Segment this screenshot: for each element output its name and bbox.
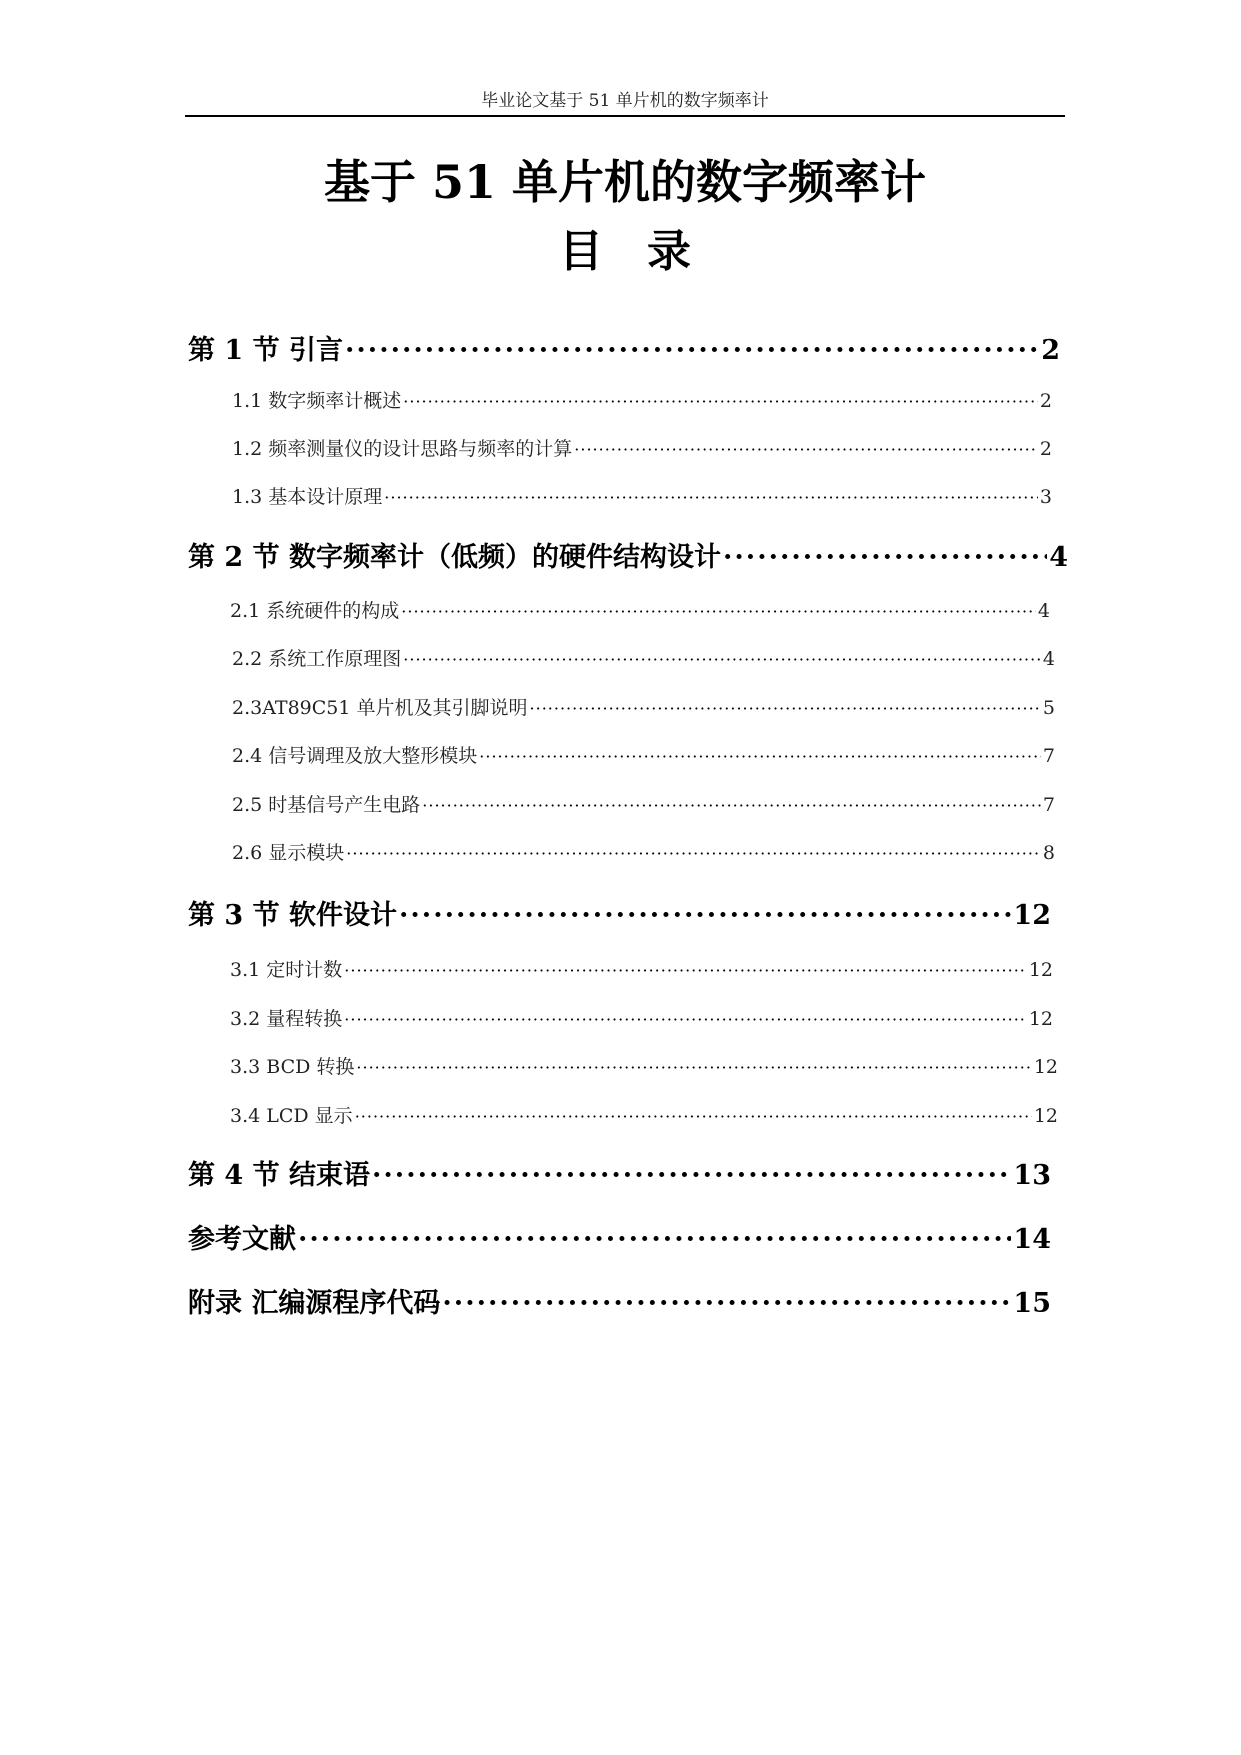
dot-leader: [422, 796, 1041, 815]
toc-entry-label: 第 1 节 引言: [188, 335, 343, 366]
dot-leader: [384, 488, 1038, 507]
toc-entry-label: 2.6 显示模块: [232, 842, 345, 864]
toc-entry-label: 2.2 系统工作原理图: [232, 648, 402, 670]
toc-entry-page: 5: [1042, 697, 1055, 719]
toc-entry-page: 12: [1033, 1105, 1058, 1127]
toc-entry-page: 14: [1013, 1224, 1051, 1255]
toc-entry-page: 4: [1049, 542, 1068, 573]
toc-entry-label: 参考文献: [188, 1224, 296, 1255]
toc-entry-3-3[interactable]: [230, 1052, 1058, 1079]
toc-entry-chapter-1[interactable]: [188, 328, 1060, 367]
toc-entry-2-3[interactable]: [232, 693, 1055, 720]
dot-leader: [298, 1224, 1011, 1255]
toc-entry-label: 1.3 基本设计原理: [232, 486, 383, 508]
dot-leader: [403, 392, 1038, 411]
dot-leader: [346, 844, 1041, 863]
toc-entry-label: 2.4 信号调理及放大整形模块: [232, 745, 478, 767]
dot-leader: [344, 961, 1027, 980]
toc-entry-page: 2: [1041, 335, 1060, 366]
toc-entry-2-5[interactable]: [232, 790, 1055, 817]
toc-entry-label: 2.1 系统硬件的构成: [230, 600, 400, 622]
toc-entry-1-1[interactable]: [232, 386, 1052, 413]
dot-leader: [442, 1288, 1011, 1319]
toc-entry-label: 2.3AT89C51 单片机及其引脚说明: [232, 697, 528, 719]
toc-entry-label: 3.4 LCD 显示: [230, 1105, 353, 1127]
toc-entry-label: 1.1 数字频率计概述: [232, 390, 402, 412]
toc-entry-page: 15: [1013, 1288, 1051, 1319]
toc-entry-label: 第 2 节 数字频率计（低频）的硬件结构设计: [188, 542, 721, 573]
toc-entry-label: 2.5 时基信号产生电路: [232, 794, 421, 816]
toc-entry-page: 7: [1042, 794, 1055, 816]
toc-entry-label: 3.2 量程转换: [230, 1008, 343, 1030]
toc-entry-3-4[interactable]: [230, 1101, 1058, 1128]
toc-entry-page: 12: [1028, 1008, 1053, 1030]
toc-entry-page: 2: [1039, 390, 1052, 412]
toc-entry-3-1[interactable]: [230, 955, 1053, 982]
dot-leader: [403, 650, 1041, 669]
toc-entry-2-2[interactable]: [232, 644, 1055, 671]
dot-leader: [372, 1160, 1011, 1191]
running-header: 毕业论文基于 51 单片机的数字频率计: [481, 91, 769, 111]
dot-leader: [355, 1107, 1032, 1126]
dot-leader: [399, 900, 1011, 931]
toc-entry-page: 12: [1028, 959, 1053, 981]
toc-entry-page: 13: [1013, 1160, 1051, 1191]
toc-entry-2-1[interactable]: [230, 596, 1050, 623]
toc-heading: 目 录: [559, 226, 691, 277]
toc-entry-page: 8: [1042, 842, 1055, 864]
toc-entry-label: 第 3 节 软件设计: [188, 900, 397, 931]
document-title: 基于 51 单片机的数字频率计: [323, 155, 927, 209]
dot-leader: [345, 335, 1039, 366]
toc-entry-page: 2: [1039, 438, 1052, 460]
toc-entry-references[interactable]: [188, 1217, 1051, 1256]
dot-leader: [479, 747, 1041, 766]
toc-entry-page: 12: [1013, 900, 1051, 931]
toc-entry-page: 12: [1033, 1056, 1058, 1078]
toc-entry-2-4[interactable]: [232, 741, 1055, 768]
toc-entry-3-2[interactable]: [230, 1004, 1053, 1031]
toc-entry-appendix[interactable]: [188, 1281, 1051, 1320]
dot-leader: [356, 1058, 1031, 1077]
toc-entry-page: 7: [1042, 745, 1055, 767]
toc-entry-label: 附录 汇编源程序代码: [188, 1288, 441, 1319]
toc-entry-1-2[interactable]: [232, 434, 1052, 461]
toc-entry-label: 1.2 频率测量仪的设计思路与频率的计算: [232, 438, 573, 460]
toc-entry-label: 第 4 节 结束语: [188, 1160, 370, 1191]
toc-entry-chapter-2[interactable]: [188, 535, 1068, 574]
dot-leader: [723, 542, 1047, 573]
toc-entry-2-6[interactable]: [232, 838, 1055, 865]
toc-entry-label: 3.1 定时计数: [230, 959, 343, 981]
dot-leader: [530, 699, 1041, 718]
toc-entry-page: 4: [1037, 600, 1050, 622]
toc-entry-page: 4: [1042, 648, 1055, 670]
toc-entry-1-3[interactable]: [232, 482, 1052, 509]
dot-leader: [401, 602, 1036, 621]
toc-entry-page: 3: [1039, 486, 1052, 508]
toc-entry-chapter-3[interactable]: [188, 893, 1051, 932]
toc-entry-label: 3.3 BCD 转换: [230, 1056, 355, 1078]
dot-leader: [344, 1010, 1027, 1029]
toc-entry-chapter-4[interactable]: [188, 1153, 1051, 1192]
dot-leader: [574, 440, 1038, 459]
